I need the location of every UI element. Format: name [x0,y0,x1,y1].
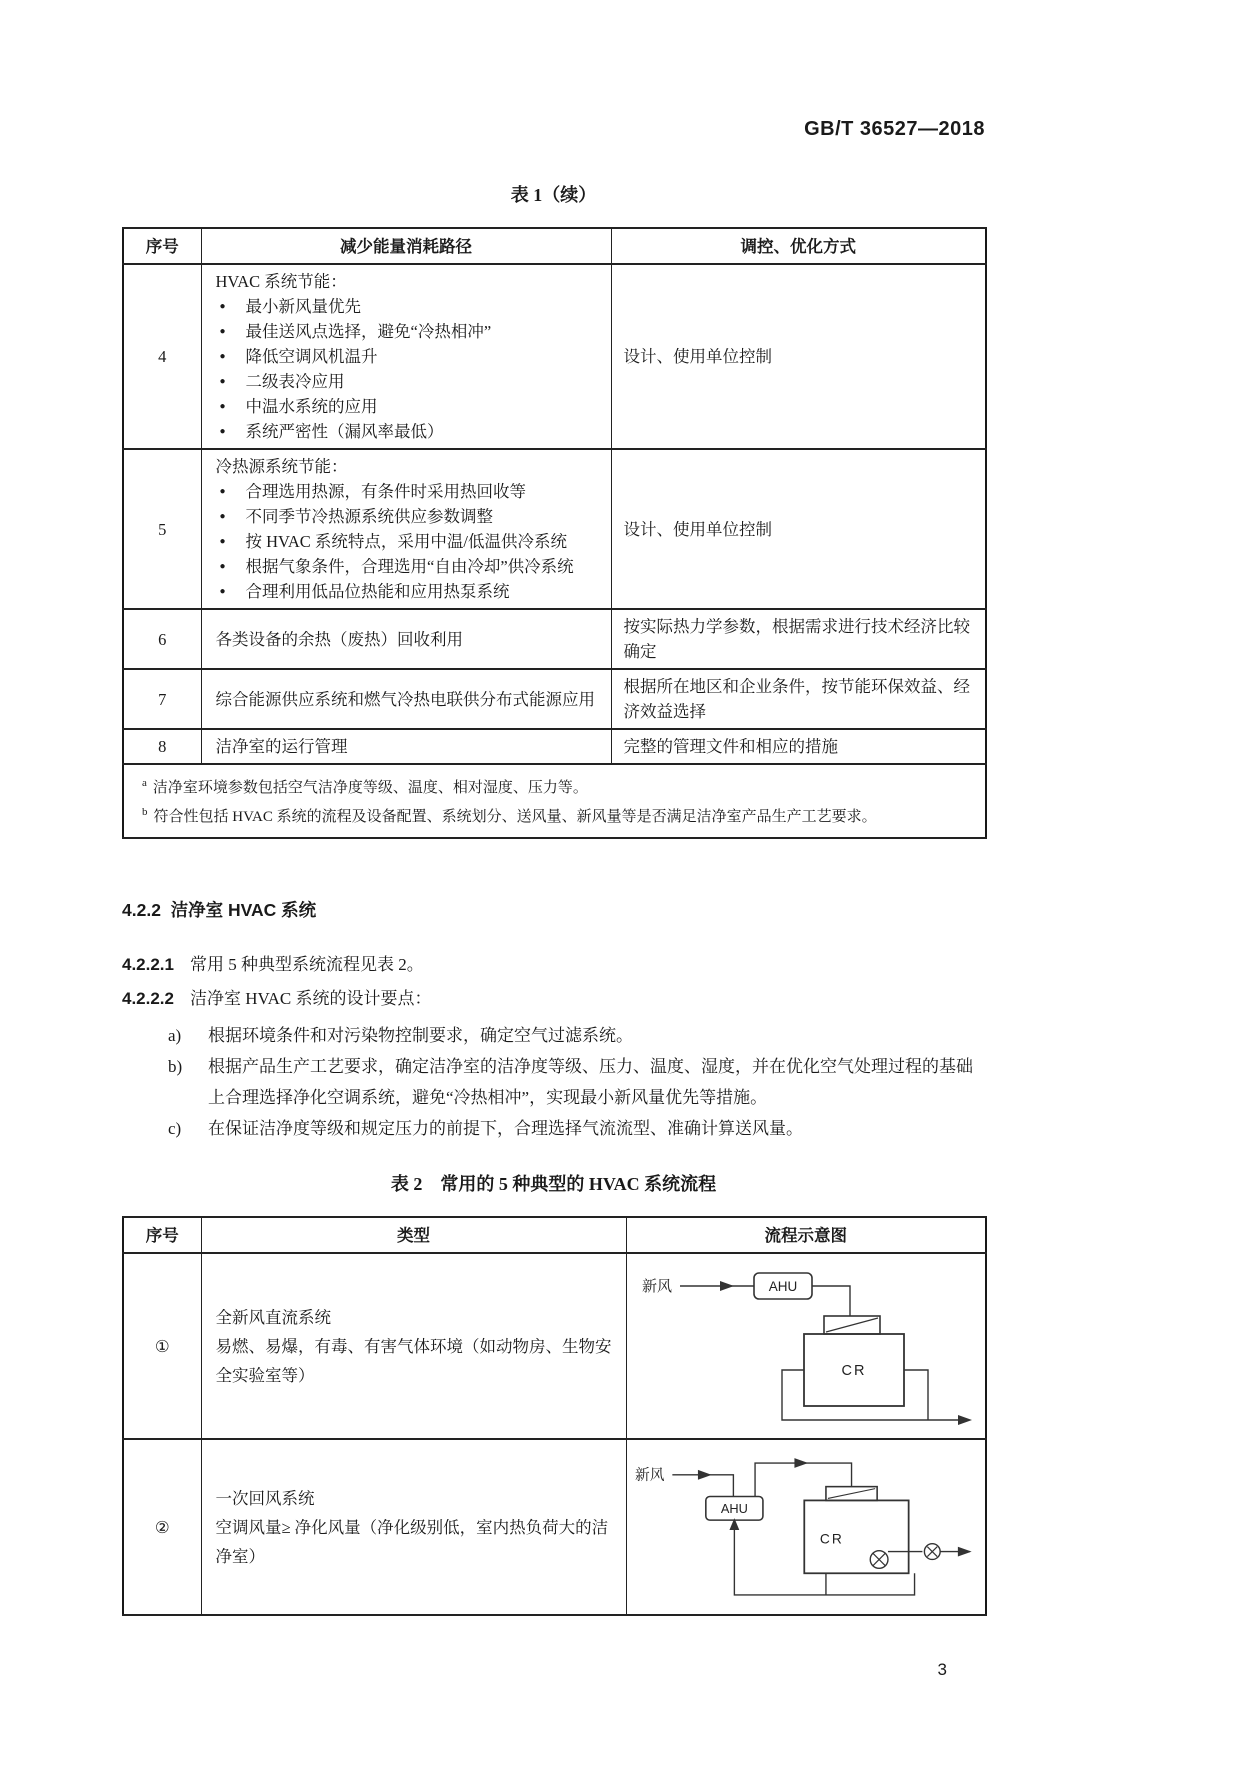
table2-header-no: 序号 [123,1217,201,1253]
table-row [123,1439,986,1615]
bullet-item: ● 不同季节冷热源系统供应参数调整 [216,504,601,529]
table-row [123,449,986,609]
section-heading-title: 洁净室 HVAC 系统 [170,900,317,920]
table2-header-type: 类型 [201,1217,626,1253]
list-item-b-text: 根据产品生产工艺要求，确定洁净室的洁净度等级、压力、温度、湿度，并在优化空气处理过程的基础上合理选择净化空调系统，避免“冷热相冲”，实现最小新风量优先等措施。 [208,1057,973,1107]
flow-diagram-1-wrap [631,1260,982,1432]
bullet-item: ● 最小新风量优先 [216,294,601,319]
clause-4222-num: 4.2.2.2 [122,989,174,1008]
table2 [122,1216,987,1616]
row8-control: 完整的管理文件和相应的措施 [611,729,986,764]
t2-row1-type-desc: 易燃、易爆，有毒、有害气体环境（如动物房、生物安全实验室等） [215,1336,612,1385]
arrow-icon [958,1415,972,1425]
bullet-item: ● 根据气象条件，合理选用“自由冷却”供冷系统 [216,554,601,579]
bullet-item: ● 系统严密性（漏风率最低） [216,419,601,444]
table-row [123,669,986,729]
design-points-list [122,1020,985,1144]
table1-caption: 表 1（续） [510,185,597,205]
row6-path: 各类设备的余热（废热）回收利用 [201,609,611,669]
flow-diagram-primary-return-air [631,1446,982,1608]
section-heading-num: 4.2.2 [122,900,161,920]
t2-row2-diagram-cell [626,1439,986,1615]
row6-no: 6 [123,609,201,669]
list-item-a-text: 根据环境条件和对污染物控制要求，确定空气过滤系统。 [208,1026,633,1045]
list-item-b-marker: b) [168,1057,183,1076]
row8-path: 洁净室的运行管理 [201,729,611,764]
bullet-item: ● 最佳送风点选择，避免“冷热相冲” [216,319,601,344]
list-item-a-marker: a) [168,1026,182,1045]
bullet-item: ● 二级表冷应用 [216,369,601,394]
ahu-label: AHU [720,1501,748,1517]
footnote-a-marker: a [142,777,147,789]
flow-diagram-2-wrap [631,1446,982,1608]
table1-header-no: 序号 [123,228,201,264]
table1-footnotes-row [123,764,986,838]
clause-4222 [122,986,985,1012]
table2-header-row [123,1217,986,1253]
arrow-icon [957,1547,971,1557]
row4-path [201,264,611,449]
section-heading-422 [122,897,985,922]
table-row [123,264,986,449]
arrow-icon [720,1281,734,1291]
list-item-a [168,1020,985,1051]
row4-no: 4 [123,264,201,449]
t2-row2-type-title: 一次回风系统 [215,1488,315,1508]
clause-4222-text: 洁净室 HVAC 系统的设计要点： [190,989,432,1008]
table-row [123,729,986,764]
table1-header-control: 调控、优化方式 [611,228,986,264]
clause-4221-text: 常用 5 种典型系统流程见表 2。 [190,955,424,974]
page-number: 3 [937,1660,947,1679]
cr-label: CR [841,1363,867,1379]
arrow-icon [794,1458,808,1468]
bullet-item: ● 中温水系统的应用 [216,394,601,419]
bullet-item: ● 合理利用低品位热能和应用热泵系统 [216,579,601,604]
bullet-item: ● 按 HVAC 系统特点，采用中温/低温供冷系统 [216,529,601,554]
row7-no: 7 [123,669,201,729]
list-item-c-marker: c) [168,1119,182,1138]
row5-path-title: 冷热源系统节能： [215,457,348,476]
cr-label: CR [819,1531,844,1547]
row5-no: 5 [123,449,201,609]
row5-control: 设计、使用单位控制 [611,449,986,609]
row8-no: 8 [123,729,201,764]
table1-header-row [123,228,986,264]
footnote-b [138,800,975,829]
bullet-item: ● 降低空调风机温升 [216,344,601,369]
row7-control: 根据所在地区和企业条件，按节能环保效益、经济效益选择 [611,669,986,729]
doc-number: GB/T 36527—2018 [804,118,985,140]
table2-header-diagram: 流程示意图 [626,1217,986,1253]
list-item-c [168,1113,985,1144]
row4-path-title: HVAC 系统节能： [215,272,347,291]
t2-row2-type [201,1439,626,1615]
t2-row1-no: ① [123,1253,201,1439]
t2-row2-no: ② [123,1439,201,1615]
t2-row1-type-title: 全新风直流系统 [215,1307,331,1327]
list-item-c-text: 在保证洁净度等级和规定压力的前提下，合理选择气流流型、准确计算送风量。 [208,1119,803,1138]
table2-caption: 表 2 常用的 5 种典型的 HVAC 系统流程 [390,1174,717,1194]
footnote-b-text: 符合性包括 HVAC 系统的流程及设备配置、系统划分、送风量、新风量等是否满足洁净室产品生产工艺要求。 [153,809,877,825]
clause-4221 [122,952,985,978]
table1 [122,227,987,839]
footnote-b-marker: b [142,806,148,818]
row4-bullet-list [216,294,601,444]
row7-path: 综合能源供应系统和燃气冷热电联供分布式能源应用 [201,669,611,729]
fresh-air-label: 新风 [641,1278,672,1295]
row4-control: 设计、使用单位控制 [611,264,986,449]
clause-4221-num: 4.2.2.1 [122,955,174,974]
row5-bullet-list [216,479,601,604]
footnote-a [138,771,975,800]
list-item-b [168,1051,985,1113]
t2-row1-diagram-cell [626,1253,986,1439]
row6-control: 按实际热力学参数，根据需求进行技术经济比较确定 [611,609,986,669]
table1-header-path: 减少能量消耗路径 [201,228,611,264]
t2-row2-type-desc: 空调风量≥ 净化风量（净化级别低，室内热负荷大的洁净室） [215,1517,609,1566]
row5-path [201,449,611,609]
bullet-item: ● 合理选用热源，有条件时采用热回收等 [216,479,601,504]
table-row [123,1253,986,1439]
flow-diagram-full-fresh-air [636,1260,976,1432]
table1-footnotes-cell [123,764,986,838]
fresh-air-label: 新风 [634,1467,664,1484]
footnote-a-text: 洁净室环境参数包括空气洁净度等级、温度、相对湿度、压力等。 [152,780,588,796]
arrow-icon [697,1470,711,1480]
ahu-label: AHU [768,1279,798,1294]
table-row [123,609,986,669]
t2-row1-type [201,1253,626,1439]
